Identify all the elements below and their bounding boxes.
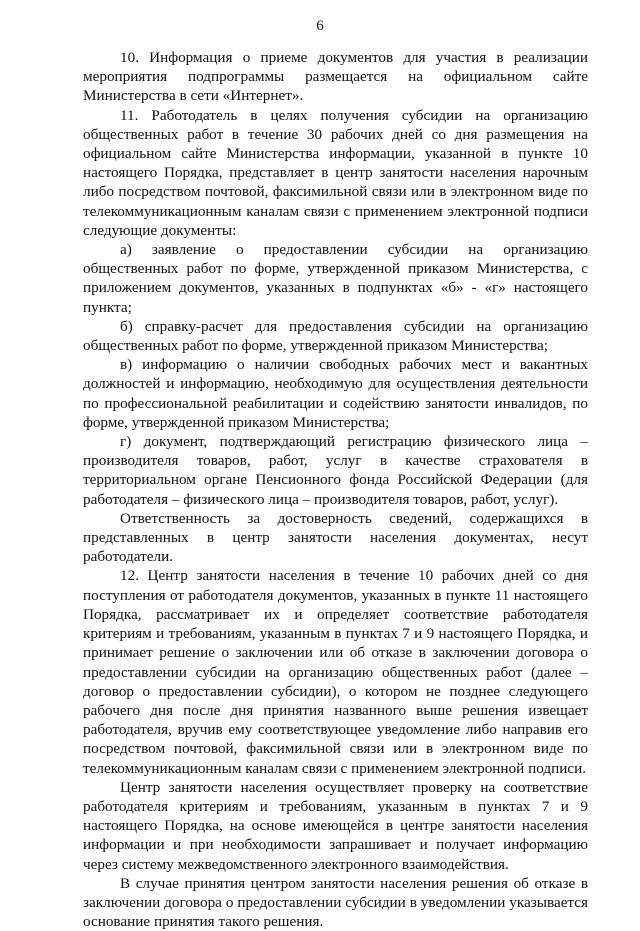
subitem-v: в) информацию о наличии свободных рабочих мест и вакантных должностей и информацию, необходимую для осуществления деятельности по профессиональной реабилитации и содействию занятости инвалидов, по форме, утвержденной приказом Министерства; [83,356,588,431]
page-number: 6 [316,18,324,34]
paragraph-10: 10. Информация о приеме документов для участия в реализации мероприятия подпрограммы размещается на официальном сайте Министерства в сети «Интернет». [83,49,588,105]
responsibility-paragraph: Ответственность за достоверность сведений, содержащихся в представленных в центр занятости населения документах, несут работодатели. [83,509,588,566]
subitem-g: г) документ, подтверждающий регистрацию физического лица – производителя товаров, работ, услуг в качестве страхователя в территориальном органе Пенсионного фонда Российской Федерации (для работодателя – физического лица – производителя товаров, работ, услуг). [83,433,588,508]
subitem-a: а) заявление о предоставлении субсидии на организацию общественных работ по форме, утвержденной приказом Министерства, с приложением документов, указанных в подпунктах «б» - «г» настоящего пункта; [83,241,588,316]
verification-paragraph: Центр занятости населения осуществляет проверку на соответствие работодателя критериям и требованиям, указанным в пунктах 7 и 9 настоящего Порядка, на основе имеющейся в центре занятости населения информации и при необходимости запрашивает и получает информацию через систему межведомственного электронного взаимодействия. [83,778,588,873]
refusal-paragraph: В случае принятия центром занятости населения решения об отказе в заключении договора о предоставлении субсидии в уведомлении указывается основание принятия такого решения. [83,874,588,931]
paragraph-11: 11. Работодатель в целях получения субсидии на организацию общественных работ в течение 30 рабочих дней со дня размещения на официальном сайте Министерства информации, указанной в пункте 10 настоящего Порядка, представляет в центр занятости населения нарочным либо посредством почтовой, факсимильной связи или в электронном виде по телекоммуникационным каналам связи с применением электронной подписи следующие документы: [83,106,588,239]
subitem-b: б) справку-расчет для предоставления субсидии на организацию общественных работ по форме, утвержденной приказом Министерства; [83,317,588,355]
document-body [83,48,588,931]
paragraph-12: 12. Центр занятости населения в течение 10 рабочих дней со дня поступления от работодателя документов, указанных в пункте 11 настоящего Порядка, рассматривает их и определяет соответствие работодателя критериям и требованиям, указанным в пунктах 7 и 9 настоящего Порядка, и принимает решение о заключении или об отказе в заключении договора о предоставлении субсидии на организацию общественных работ (далее – договор о предоставлении субсидии), о котором не позднее следующего рабочего дня после дня принятия названного выше решения извещает работодателя, вручив ему соответствующее уведомление либо направив его посредством почтовой, факсимильной связи или в электронном виде по телекоммуникационным каналам связи с применением электронной подписи. [83,567,588,777]
